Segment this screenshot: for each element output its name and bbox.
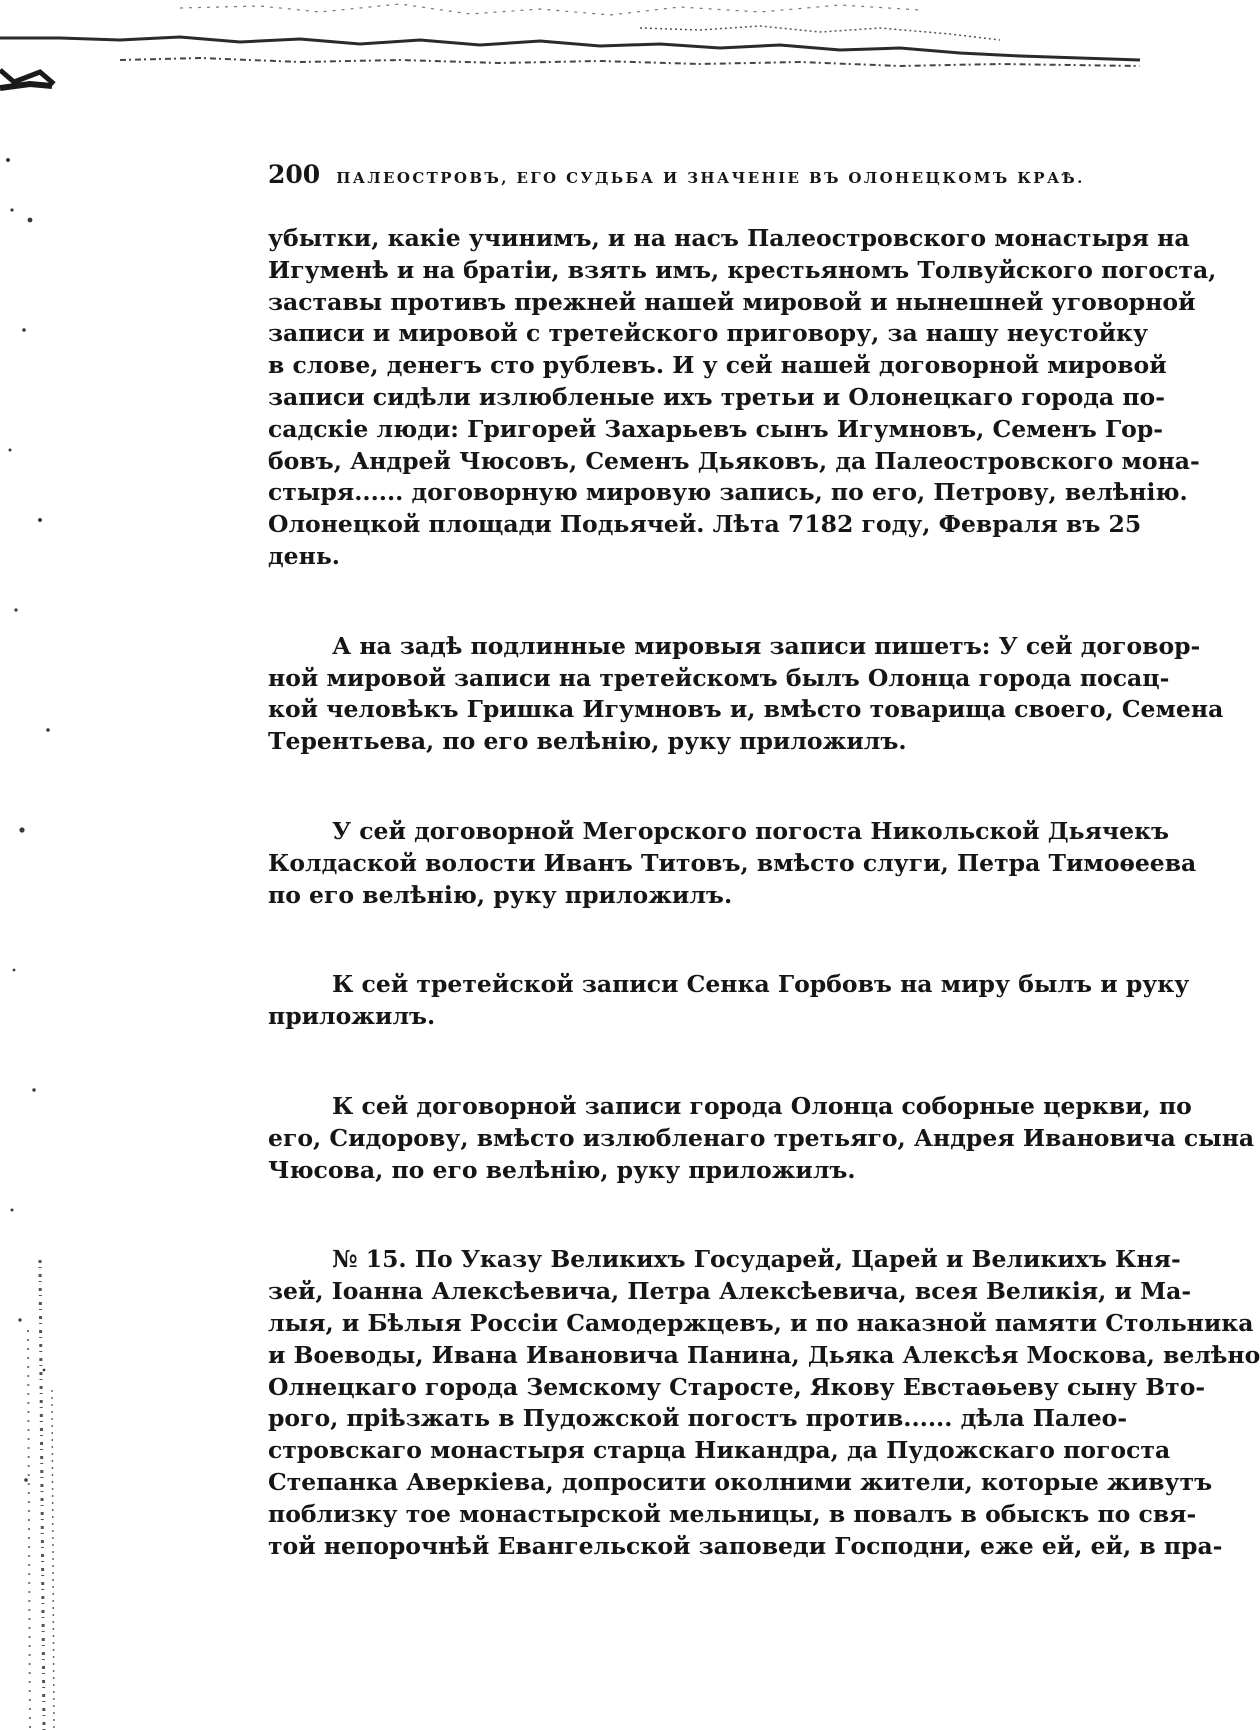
- text-line: К сей договорной записи города Олонца соборные церкви, по: [332, 1091, 1192, 1120]
- text-line: убытки, какіе учинимъ, и на насъ Палеостровского монастыря на: [268, 224, 1190, 252]
- text-line: рого, пріѣзжать в Пудожской погостъ против...... дѣла Палео-: [268, 1404, 1128, 1433]
- text-line: Чюсова, по его велѣнію, руку приложилъ.: [268, 1155, 856, 1184]
- text-line: Степанка Аверкіева, допросити околними жители, которые живутъ: [268, 1467, 1213, 1496]
- running-head: [268, 160, 1100, 189]
- text-line: записи сидѣли излюбленые ихъ третьи и Олонецкаго города по-: [268, 382, 1165, 411]
- text-line: и Воеводы, Ивана Ивановича Панина, Дьяка Алексѣя Москова, велѣно: [268, 1340, 1260, 1369]
- text-line: Олонецкой площади Подьячей. Лѣта 7182 году, Февраля въ 25: [268, 510, 1142, 539]
- text-line: ной мировой записи на третейскомъ былъ Олонца города посац-: [268, 663, 1170, 692]
- paragraph: [268, 1091, 1255, 1186]
- text-line: Игуменѣ и на братіи, взять имъ, крестьяномъ Толвуйского погоста,: [268, 255, 1217, 284]
- body-text: [268, 223, 1260, 1562]
- paragraph: [268, 631, 1224, 758]
- text-line: приложилъ.: [268, 1002, 436, 1031]
- running-title: ПАЛЕОСТРОВЪ, ЕГО СУДЬБА И ЗНАЧЕНІЕ ВЪ ОЛОНЕЦКОМЪ КРАѢ.: [336, 169, 1085, 187]
- text-line: заставы противъ прежней нашей мировой и нынешней уговорной: [268, 287, 1196, 316]
- text-line: К сей третейской записи Сенка Горбовъ на миру былъ и руку: [332, 970, 1190, 999]
- text-line: поблизку тое монастырской мельницы, в повалъ в обыскъ по свя-: [268, 1499, 1197, 1528]
- paragraph: [268, 223, 1217, 573]
- text-line: той непорочнѣй Евангельской заповеди Господни, еже ей, ей, в пра-: [268, 1531, 1223, 1560]
- text-line: У сей договорной Мегорского погоста Никольской Дьячекъ: [332, 816, 1170, 845]
- text-line: лыя, и Бѣлыя Россіи Самодержцевъ, и по наказной памяти Стольника: [268, 1308, 1254, 1337]
- scan-noise-top-edge: [0, 0, 1140, 90]
- book-page: [268, 160, 1260, 1620]
- text-line: в слове, денегъ сто рублевъ. И у сей нашей договорной мировой: [268, 351, 1167, 380]
- text-line: бовъ, Андрей Чюсовъ, Семенъ Дьяковъ, да Палеостровского мона-: [268, 446, 1200, 475]
- paragraph: [268, 1244, 1260, 1562]
- paragraph: [268, 969, 1190, 1033]
- text-line: кой человѣкъ Гришка Игумновъ и, вмѣсто товарища своего, Семена: [268, 695, 1224, 724]
- text-line: записи и мировой с третейского приговору, за нашу неустойку: [268, 319, 1149, 348]
- text-line: стыря...... договорную мировую запись, по его, Петрову, велѣнію.: [268, 478, 1188, 507]
- text-line: А на задѣ подлинные мировыя записи пишетъ: У сей договор-: [332, 631, 1201, 660]
- page-number: 200: [268, 160, 321, 189]
- text-line: Терентьева, по его велѣнію, руку приложилъ.: [268, 727, 907, 756]
- text-line: садскіе люди: Григорей Захарьевъ сынъ Игумновъ, Семенъ Гор-: [268, 414, 1164, 443]
- paragraph: [268, 816, 1197, 911]
- text-line: № 15. По Указу Великихъ Государей, Царей и Великихъ Кня-: [332, 1245, 1181, 1274]
- text-line: зей, Іоанна Алексѣевича, Петра Алексѣевича, всея Великія, и Ма-: [268, 1277, 1192, 1306]
- text-line: Олнецкаго города Земскому Старосте, Якову Евстаѳьеву сыну Вто-: [268, 1372, 1206, 1401]
- text-line: по его велѣнію, руку приложилъ.: [268, 880, 733, 909]
- text-line: день.: [268, 541, 340, 570]
- text-line: его, Сидорову, вмѣсто излюбленаго третьяго, Андрея Ивановича сына: [268, 1123, 1255, 1152]
- text-line: стровскаго монастыря старца Никандра, да Пудожскаго погоста: [268, 1436, 1171, 1465]
- text-line: Колдаской волости Иванъ Титовъ, вмѣсто слуги, Петра Тимоѳеева: [268, 848, 1197, 877]
- scan-noise-left-margin: [0, 90, 60, 1730]
